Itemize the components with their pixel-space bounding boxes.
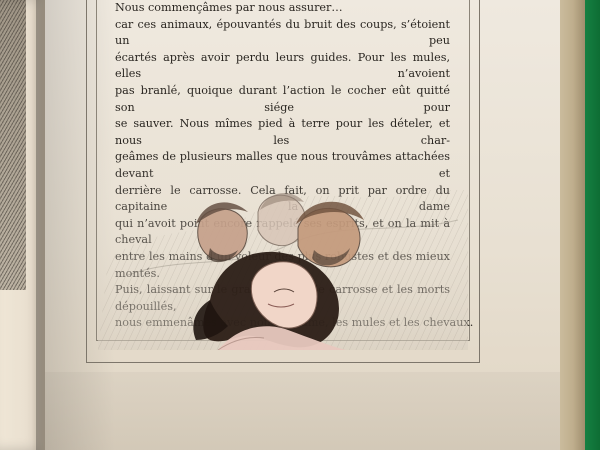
page-bottom-margin <box>45 372 560 450</box>
illustration <box>98 150 468 350</box>
text-line: car ces animaux, épouvantés du bruit des coups, s’étoient un peu <box>115 17 450 48</box>
text-line: se sauver. Nous mîmes pied à terre pour les dételer, et nous les char- <box>115 117 450 147</box>
text-line: Nous commençâmes par nous assurer… <box>115 1 343 14</box>
text-line: pas branlé, quoique durant l’action le cocher eût quitté son siége pour <box>115 83 450 114</box>
left-page-engraving <box>0 0 26 290</box>
text-line: écartés après avoir perdu leurs guides. Pour les mules, elles n’avoient <box>115 50 450 81</box>
